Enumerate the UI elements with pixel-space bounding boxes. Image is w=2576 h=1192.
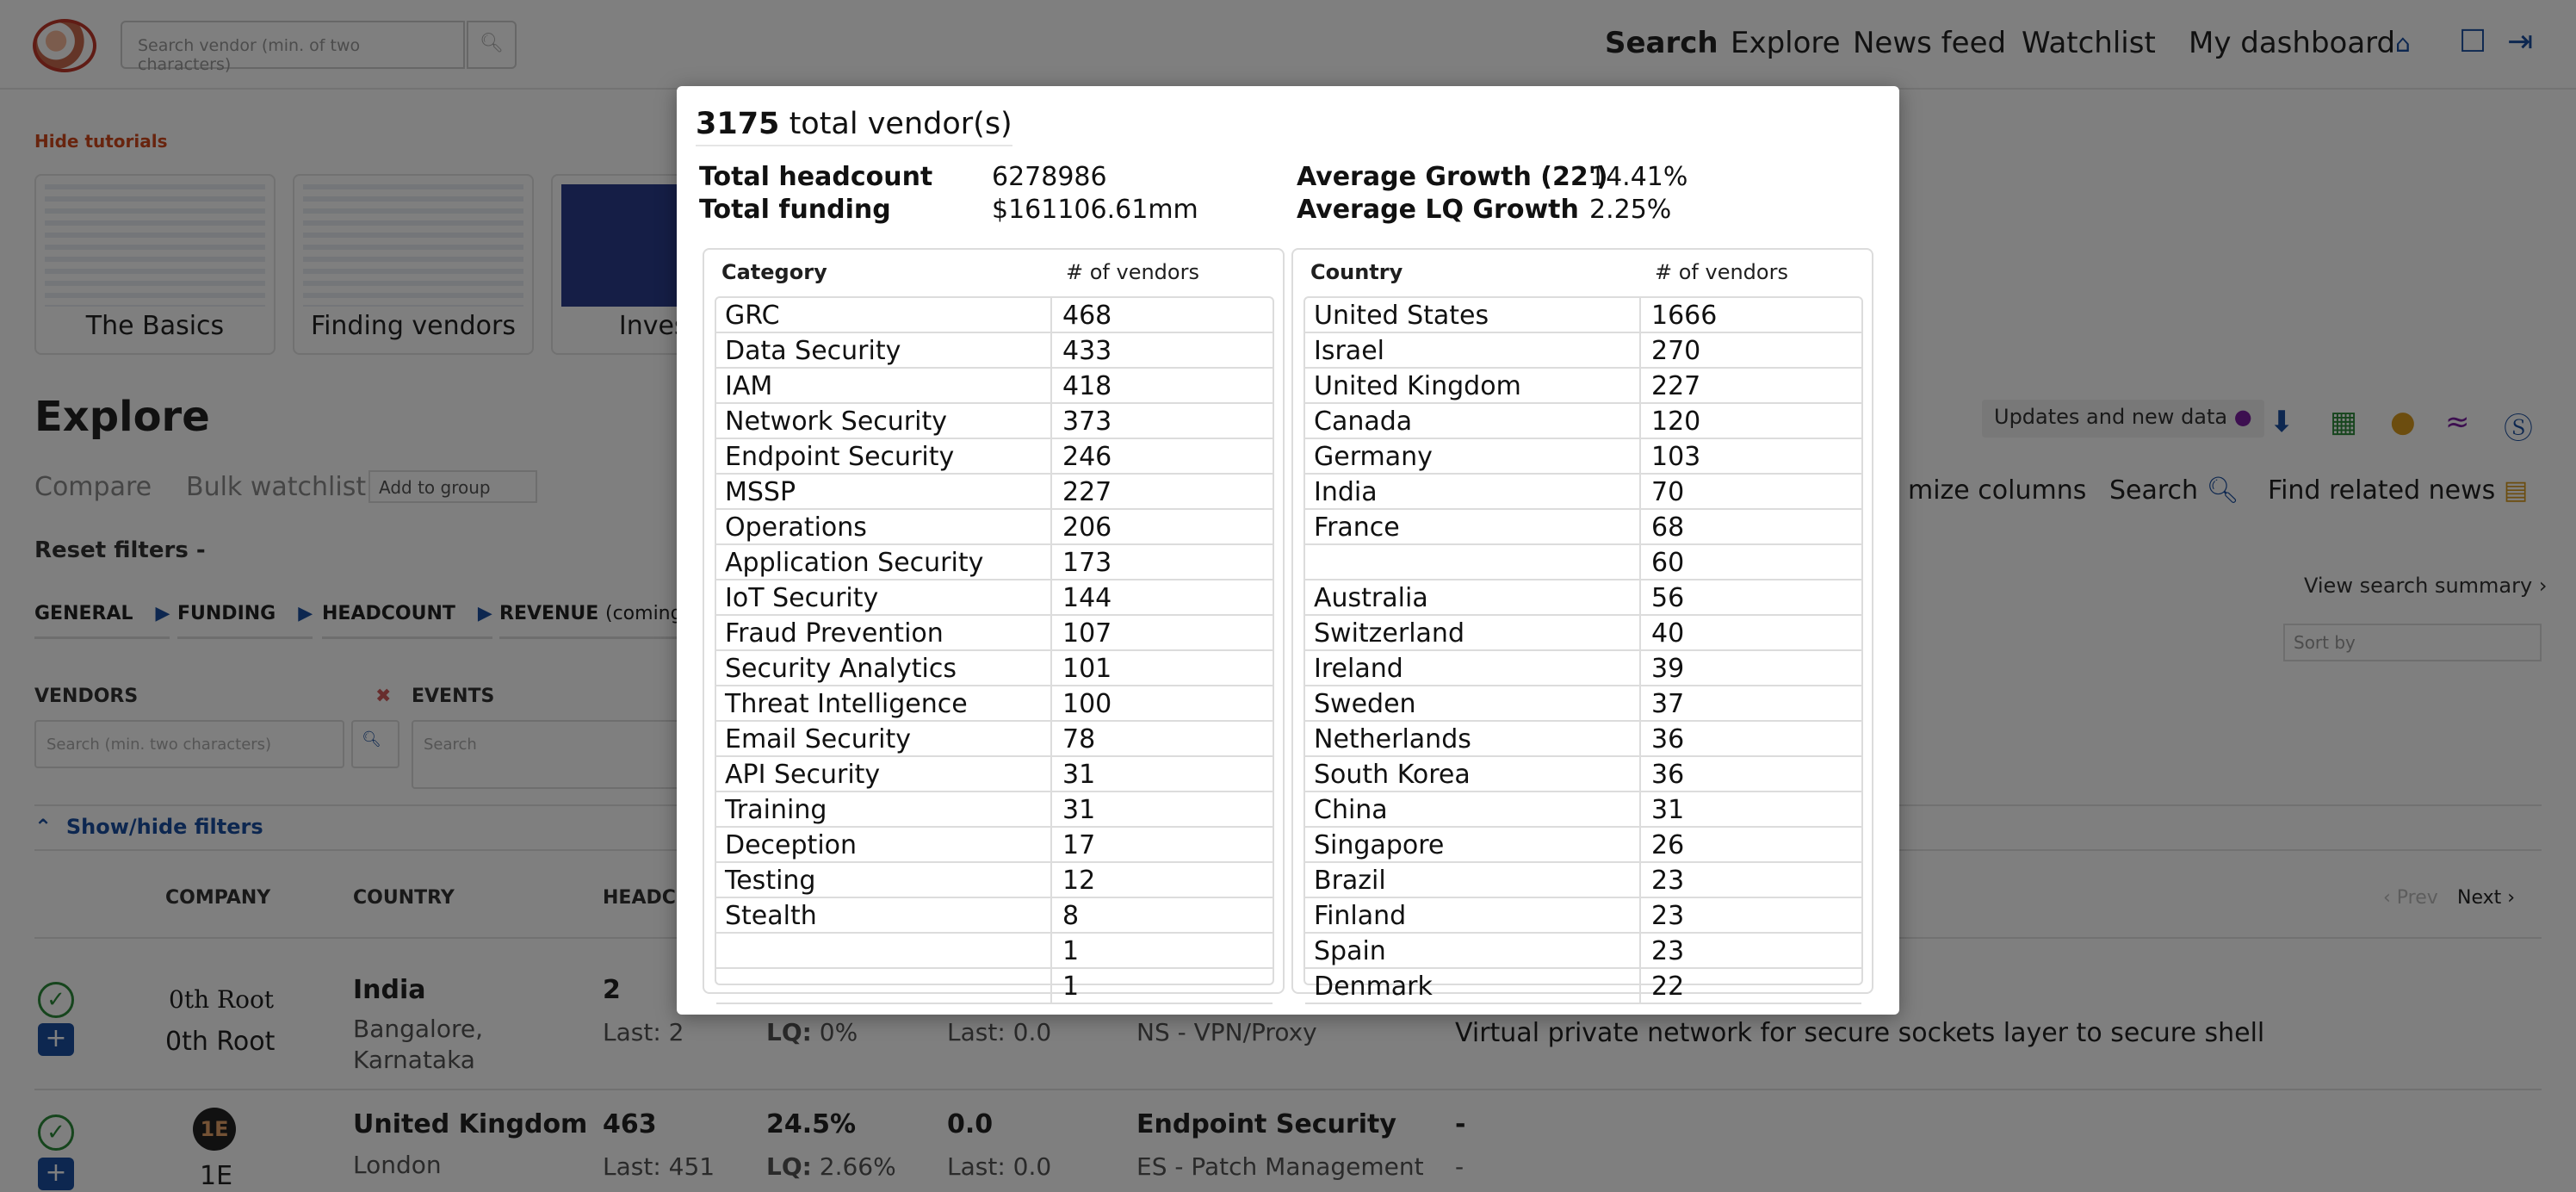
country-row <box>1305 792 1861 828</box>
name-cell: MSSP <box>716 475 1052 510</box>
category-row <box>716 333 1273 369</box>
name-cell: Testing <box>716 863 1052 898</box>
category-row <box>716 934 1273 969</box>
category-panel: Category # of vendors GRC 468 Data Security 433 IAM 418 Network Security 373 Endpoint Security 246 MSSP 227 Operations 206 Application Security 173 IoT Security 144 Fraud Prevention 107 Security Analytics 101 Threat Intelligence 100 Email Security 78 API Security 31 Training 31 Deception 17 Testing 12 Stealth 8 1 1 <box>703 248 1285 994</box>
count-cell: 36 <box>1651 724 1685 754</box>
search-summary-modal <box>677 86 1899 1015</box>
category-row <box>716 404 1273 439</box>
name-cell: Fraud Prevention <box>716 616 1052 651</box>
count-cell: 31 <box>1651 795 1685 825</box>
name-cell: Threat Intelligence <box>716 686 1052 722</box>
category-row <box>716 580 1273 616</box>
count-cell: 31 <box>1062 795 1096 825</box>
count-cell: 227 <box>1062 477 1112 507</box>
name-cell: Operations <box>716 510 1052 545</box>
name-cell: United States <box>1305 298 1641 333</box>
total-vendors: 3175 total vendor(s) <box>696 107 1012 146</box>
count-cell: 433 <box>1062 336 1112 366</box>
count-cell: 100 <box>1062 689 1112 719</box>
country-row <box>1305 969 1861 1004</box>
name-cell: API Security <box>716 757 1052 792</box>
category-row <box>716 510 1273 545</box>
name-cell: Sweden <box>1305 686 1641 722</box>
country-row <box>1305 439 1861 475</box>
name-cell: Australia <box>1305 580 1641 616</box>
name-cell <box>716 969 1052 1004</box>
category-row <box>716 722 1273 757</box>
name-cell: Email Security <box>716 722 1052 757</box>
category-row <box>716 475 1273 510</box>
name-cell: Brazil <box>1305 863 1641 898</box>
name-cell: Application Security <box>716 545 1052 580</box>
count-cell: 17 <box>1062 830 1096 860</box>
average-lq-growth-label: Average LQ Growth <box>1297 195 1579 225</box>
country-row <box>1305 722 1861 757</box>
name-cell: IAM <box>716 369 1052 404</box>
count-cell: 103 <box>1651 442 1701 472</box>
count-cell: 227 <box>1651 371 1701 401</box>
category-row <box>716 828 1273 863</box>
name-cell: Israel <box>1305 333 1641 369</box>
name-cell: IoT Security <box>716 580 1052 616</box>
count-cell: 101 <box>1062 654 1112 684</box>
country-row <box>1305 651 1861 686</box>
name-cell: Finland <box>1305 898 1641 934</box>
name-cell: France <box>1305 510 1641 545</box>
count-cell: 173 <box>1062 548 1112 578</box>
count-cell: 1 <box>1062 936 1080 966</box>
count-cell: 23 <box>1651 936 1685 966</box>
category-row <box>716 369 1273 404</box>
name-cell: Endpoint Security <box>716 439 1052 475</box>
name-cell: Germany <box>1305 439 1641 475</box>
count-cell: 39 <box>1651 654 1685 684</box>
category-row <box>716 439 1273 475</box>
name-cell <box>1305 545 1641 580</box>
name-cell: Denmark <box>1305 969 1641 1004</box>
name-cell: Training <box>716 792 1052 828</box>
category-row <box>716 757 1273 792</box>
name-cell: Security Analytics <box>716 651 1052 686</box>
total-headcount-value: 6278986 <box>992 162 1107 192</box>
country-table[interactable] <box>1303 296 1863 1002</box>
country-row <box>1305 828 1861 863</box>
count-cell: 40 <box>1651 618 1685 649</box>
average-growth-value: 14.41% <box>1589 162 1688 192</box>
count-cell: 23 <box>1651 901 1685 931</box>
country-row <box>1305 863 1861 898</box>
count-cell: 144 <box>1062 583 1112 613</box>
count-cell: 1 <box>1062 972 1080 1002</box>
name-cell: South Korea <box>1305 757 1641 792</box>
category-row <box>716 651 1273 686</box>
country-row <box>1305 898 1861 934</box>
count-cell: 246 <box>1062 442 1112 472</box>
name-cell: Netherlands <box>1305 722 1641 757</box>
count-cell: 26 <box>1651 830 1685 860</box>
category-row <box>716 969 1273 1004</box>
name-cell <box>716 934 1052 969</box>
country-row <box>1305 404 1861 439</box>
category-row <box>716 616 1273 651</box>
count-cell: 23 <box>1651 866 1685 896</box>
name-cell: China <box>1305 792 1641 828</box>
total-funding-label: Total funding <box>699 195 891 225</box>
count-cell: 468 <box>1062 301 1112 331</box>
name-cell: Data Security <box>716 333 1052 369</box>
name-cell: Canada <box>1305 404 1641 439</box>
count-cell: 37 <box>1651 689 1685 719</box>
count-cell: 60 <box>1651 548 1685 578</box>
category-row <box>716 545 1273 580</box>
category-row <box>716 298 1273 333</box>
count-cell: 31 <box>1062 760 1096 790</box>
name-cell: Switzerland <box>1305 616 1641 651</box>
total-headcount-label: Total headcount <box>699 162 933 192</box>
count-cell: 36 <box>1651 760 1685 790</box>
country-row <box>1305 369 1861 404</box>
name-cell: Network Security <box>716 404 1052 439</box>
count-cell: 1666 <box>1651 301 1718 331</box>
country-row <box>1305 298 1861 333</box>
country-row <box>1305 934 1861 969</box>
count-cell: 107 <box>1062 618 1112 649</box>
country-row <box>1305 616 1861 651</box>
count-cell: 78 <box>1062 724 1096 754</box>
total-funding-value: $161106.61mm <box>992 195 1198 225</box>
count-cell: 22 <box>1651 972 1685 1002</box>
name-cell: GRC <box>716 298 1052 333</box>
name-cell: Deception <box>716 828 1052 863</box>
category-row <box>716 792 1273 828</box>
category-row <box>716 863 1273 898</box>
count-cell: 270 <box>1651 336 1701 366</box>
count-cell: 373 <box>1062 407 1112 437</box>
count-cell: 120 <box>1651 407 1701 437</box>
country-row <box>1305 333 1861 369</box>
category-table[interactable] <box>715 296 1274 1002</box>
name-cell: Ireland <box>1305 651 1641 686</box>
country-row <box>1305 757 1861 792</box>
count-cell: 56 <box>1651 583 1685 613</box>
name-cell: Stealth <box>716 898 1052 934</box>
country-row <box>1305 510 1861 545</box>
count-cell: 12 <box>1062 866 1096 896</box>
count-cell: 418 <box>1062 371 1112 401</box>
category-row <box>716 898 1273 934</box>
country-row <box>1305 686 1861 722</box>
country-row <box>1305 475 1861 510</box>
name-cell: United Kingdom <box>1305 369 1641 404</box>
count-cell: 68 <box>1651 512 1685 543</box>
count-cell: 206 <box>1062 512 1112 543</box>
category-row <box>716 686 1273 722</box>
country-panel: Country # of vendors United States 1666 Israel 270 United Kingdom 227 Canada 120 Germany 103 India 70 France 68 60 Australia 56 Switzerland 40 Ireland 39 Sweden 37 Netherlands 36 South Korea 36 China 31 Singapore 26 Brazil 23 Finland 23 Spain 23 Denmark 22 <box>1291 248 1873 994</box>
count-cell: 70 <box>1651 477 1685 507</box>
average-lq-growth-value: 2.25% <box>1589 195 1672 225</box>
count-cell: 8 <box>1062 901 1080 931</box>
country-row <box>1305 545 1861 580</box>
name-cell: Spain <box>1305 934 1641 969</box>
average-growth-label: Average Growth (22') <box>1297 162 1608 192</box>
name-cell: Singapore <box>1305 828 1641 863</box>
country-row <box>1305 580 1861 616</box>
name-cell: India <box>1305 475 1641 510</box>
